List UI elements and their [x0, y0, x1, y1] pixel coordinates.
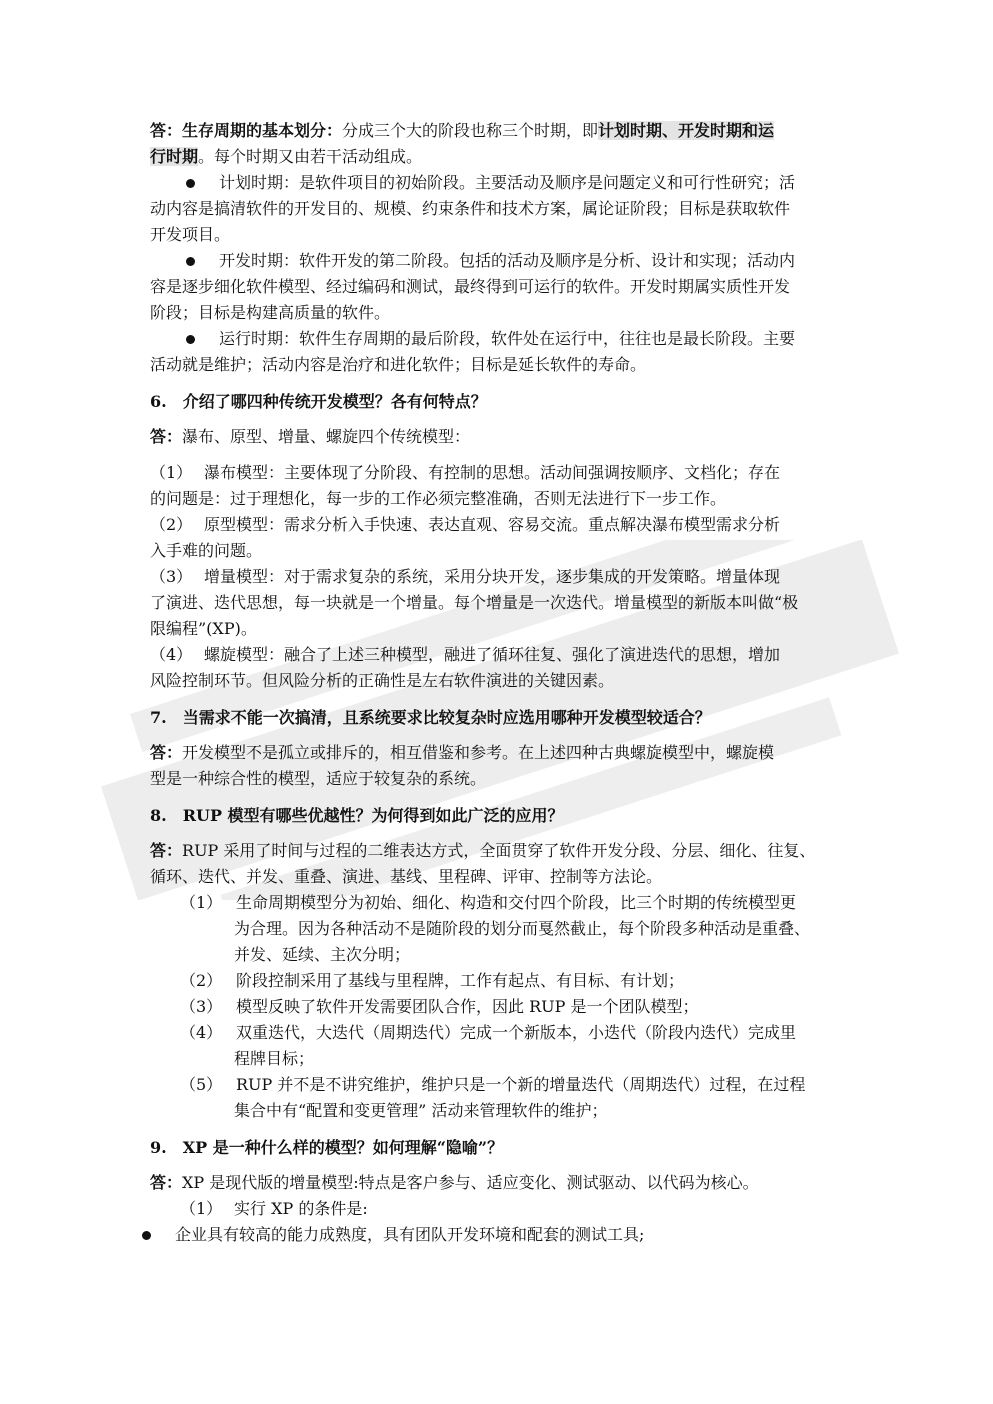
- q8-item-4-line-1: （4） 双重迭代，大迭代（周期迭代）完成一个新版本，小迭代（阶段内迭代）完成里: [180, 1023, 797, 1042]
- q6-item-3-line-1: （3） 增量模型：对于需求复杂的系统，采用分块开发，逐步集成的开发策略。增量体现: [150, 567, 781, 586]
- question-7: 7. 当需求不能一次搞清，且系统要求比较复杂时应选用哪种开发模型较适合？: [150, 708, 711, 727]
- q8-item-1-line-2: 为合理。因为各种活动不是随阶段的划分而戛然截止，每个阶段多种活动是重叠、: [234, 919, 811, 938]
- question-8: 8. RUP 模型有哪些优越性？为何得到如此广泛的应用？: [150, 806, 564, 825]
- q9-bullet-1: 企业具有较高的能力成熟度，具有团队开发环境和配套的测试工具;: [134, 1222, 844, 1248]
- q6-item-4-line-1: （4） 螺旋模型：融合了上述三种模型，融进了循环往复、强化了演进迭代的思想，增加: [150, 645, 781, 664]
- q8-item-5-line-1: （5） RUP 并不是不讲究维护，维护只是一个新的增量迭代（周期迭代）过程，在过程: [180, 1075, 806, 1094]
- bullet-dot-icon: [142, 1231, 151, 1240]
- q6-item-1-line-1: （1） 瀑布模型：主要体现了分阶段、有控制的思想。活动间强调按顺序、文档化；存在: [150, 463, 781, 482]
- bullet-dev-line-3: 阶段；目标是构建高质量的软件。: [150, 303, 391, 322]
- bullet-run-line-1: 运行时期：软件生存周期的最后阶段，软件处在运行中，往往也是最长阶段。主要: [150, 326, 844, 352]
- answer-5-line-2: [150, 144, 844, 170]
- q6-item-2-line-2: 入手难的问题。: [150, 541, 263, 560]
- q6-item-2-line-1: （2） 原型模型：需求分析入手快速、表达直观、容易交流。重点解决瀑布模型需求分析: [150, 515, 781, 534]
- answer-8-line-1: 答：RUP 采用了时间与过程的二维表达方式，全面贯穿了软件开发分段、分层、细化、往复、: [150, 841, 816, 860]
- intro-text: 分成三个大的阶段也称三个时期，即: [342, 121, 599, 140]
- bullet-run-line-2: 活动就是维护；活动内容是治疗和进化软件；目标是延长软件的寿命。: [150, 355, 647, 374]
- term-label: 生存周期的基本划分：: [182, 121, 343, 140]
- answer-7-line-2: 型是一种综合性的模型，适应于较复杂的系统。: [150, 769, 487, 788]
- bullet-dev-line-1: 开发时期：软件开发的第二阶段。包括的活动及顺序是分析、设计和实现；活动内: [150, 248, 844, 274]
- bullet-plan-line-2: 动内容是搞清软件的开发目的、规模、约束条件和技术方案，属论证阶段；目标是获取软件: [150, 199, 791, 218]
- periods-highlight-cont: 行时期: [150, 147, 199, 166]
- bullet-dot-icon: [186, 179, 195, 188]
- question-6: 6. 介绍了哪四种传统开发模型？各有何特点？: [150, 392, 487, 411]
- q6-item-3-line-2: 了演进、迭代思想，每一块就是一个增量。每个增量是一次迭代。增量模型的新版本叫做“极: [150, 593, 799, 612]
- q8-item-1-line-3: 并发、延续、主次分明；: [234, 945, 411, 964]
- q9-sub-1: （1） 实行 XP 的条件是:: [180, 1199, 368, 1218]
- answer-9: 答：XP 是现代版的增量模型:特点是客户参与、适应变化、测试驱动、以代码为核心。: [150, 1173, 759, 1192]
- bullet-plan-line-3: 开发项目。: [150, 225, 231, 244]
- periods-highlight: 计划时期、开发时期和运: [598, 121, 775, 140]
- q8-item-2: （2） 阶段控制采用了基线与里程牌，工作有起点、有目标、有计划；: [180, 971, 685, 990]
- q6-item-1-line-2: 的问题是：过于理想化，每一步的工作必须完整准确，否则无法进行下一步工作。: [150, 489, 727, 508]
- intro-end: 。每个时期又由若干活动组成。: [198, 147, 423, 166]
- answer-7-line-1: 答：开发模型不是孤立或排斥的，相互借鉴和参考。在上述四种古典螺旋模型中，螺旋模: [150, 743, 775, 762]
- q8-item-5-line-2: 集合中有“配置和变更管理” 活动来管理软件的维护；: [234, 1101, 608, 1120]
- q8-item-1-line-1: （1） 生命周期模型分为初始、细化、构造和交付四个阶段，比三个时期的传统模型更: [180, 893, 797, 912]
- q6-item-4-line-2: 风险控制环节。但风险分析的正确性是左右软件演进的关键因素。: [150, 671, 615, 690]
- bullet-plan-line-1: 计划时期：是软件项目的初始阶段。主要活动及顺序是问题定义和可行性研究；活: [150, 170, 844, 196]
- bullet-dot-icon: [186, 335, 195, 344]
- answer-8-line-2: 循环、迭代、并发、重叠、演进、基线、里程碑、评审、控制等方法论。: [150, 867, 663, 886]
- answer-label: 答：: [150, 121, 183, 140]
- answer-5-line-1: [150, 118, 844, 144]
- q8-item-4-line-2: 程牌目标；: [234, 1049, 315, 1068]
- question-9: 9. XP 是一种什么样的模型？如何理解“隐喻”？: [150, 1138, 504, 1157]
- document-body: [150, 118, 844, 1248]
- q6-item-3-line-3: 限编程”(XP)。: [150, 619, 257, 638]
- bullet-dev-line-2: 容是逐步细化软件模型、经过编码和测试，最终得到可运行的软件。开发时期属实质性开发: [150, 277, 791, 296]
- q8-item-3: （3） 模型反映了软件开发需要团队合作，因此 RUP 是一个团队模型；: [180, 997, 699, 1016]
- bullet-dot-icon: [186, 257, 195, 266]
- answer-6: 答：瀑布、原型、增量、螺旋四个传统模型：: [150, 427, 471, 446]
